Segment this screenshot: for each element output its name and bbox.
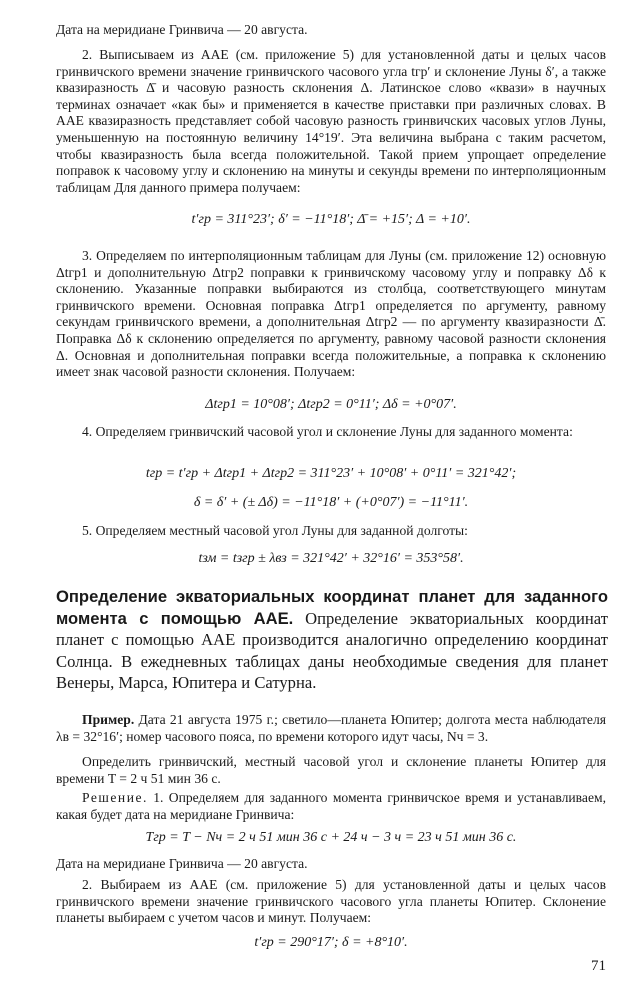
solution-text: 1. Определяем для заданного момента гринвичское время и устанавливаем, какая будет дата на меридиане Гринвича:: [56, 790, 606, 822]
section-heading-text: Определение экваториальных координат планет с помощью ААЕ производится аналогично определению координат Солнца. В ежедневных таблицах даны необходимые сведения для планет Венеры, Марса, Юпитера и Сатурна.: [56, 608, 608, 693]
example-label: Пример.: [82, 712, 135, 727]
example-text: Дата 21 августа 1975 г.; светило—планета Юпитер; долгота места наблюдателя λв = 32°16′; номер часового пояса, по времени которого идут часы, Nч = 3.: [56, 712, 606, 744]
paragraph-step-5: 5. Определяем местный часовой угол Луны для заданной долготы:: [82, 523, 468, 538]
section-heading: [56, 586, 608, 694]
formula-local-hour-angle: tзм = tзгр ± λвз = 321°42′ + 32°16′ = 353°58′.: [198, 551, 464, 566]
paragraph-step-4: 4. Определяем гринвичский часовой угол и склонение Луны для заданного момента:: [82, 424, 573, 439]
formula-initial-values: t′гр = 311°23′; δ′ = −11°18′; Δ̄ = +15′; Δ = +10′.: [191, 212, 471, 227]
formula-declination: δ = δ′ + (± Δδ) = −11°18′ + (+0°07′) = −11°11′.: [193, 495, 469, 510]
paragraph-date-1: Дата на меридиане Гринвича — 20 августа.: [56, 22, 308, 37]
formula-jupiter-values: t′гр = 290°17′; δ = +8°10′.: [254, 935, 408, 950]
paragraph-solution: [56, 790, 606, 823]
paragraph-step-2: 2. Выписываем из ААЕ (см. приложение 5) для установленной даты и целых часов гринвичского времени значение гринвичского часового угла tгр′ и склонение Луны δ′, а также квазиразность Δ̄ и часовую разность склонения Δ. Латинское слово «квази» в научных терминах означает «как бы» и применяется в качестве приставки при различных словах. В ААЕ квазиразность представляет собой часовую разность гринвичских часовых углов Луны, уменьшенную на постоянную величину 14°19′. Эта величина выбрана с таким расчетом, чтобы квазиразность была всегда положительной. Такой прием упрощает определение поправок к часовому углу и склонению на минуты и секунды времени по интерполяционным таблицам Для данного примера получаем:: [56, 47, 606, 195]
paragraph-jupiter: 2. Выбираем из ААЕ (см. приложение 5) для установленной даты и целых часов гринвичского времени значение гринвичского часового угла планеты Юпитер. Склонение планеты выбираем с учетом часов и минут. Получаем:: [56, 877, 606, 926]
section-heading-bold: Определение экваториальных координат планет для заданного момента с помощью ААЕ.: [56, 587, 608, 628]
formula-greenwich-hour-angle: tгр = t′гр + Δtгр1 + Δtгр2 = 311°23′ + 10°08′ + 0°11′ = 321°42′;: [145, 466, 517, 481]
paragraph-task: Определить гринвичский, местный часовой угол и склонение планеты Юпитер для времени T = 2 ч 51 мин 36 с.: [56, 754, 606, 786]
paragraph-date-2: Дата на меридиане Гринвича — 20 августа.: [56, 856, 308, 871]
page-number: 71: [591, 958, 606, 974]
paragraph-step-3: 3. Определяем по интерполяционным таблицам для Луны (см. приложение 12) основную Δtгр1 и дополнительную Δtгр2 поправки к гринвичскому часовому углу и поправку Δδ к склонению. Указанные поправки выбираются из столбца, соответствующего минутам гринвичского времени. Основная поправка Δtгр1 определяется по аргументу, равному секундам гринвичского времени, а дополнительная Δtгр2 — по аргументу квазиразности Δ̄. Поправка Δδ к склонению определяется по аргументу, равному часовой разности склонения Δ. Основная и дополнительная поправки всегда положительные, а поправка к склонению имеет знак часовой разности склонения. Получаем:: [56, 248, 606, 380]
formula-greenwich-time: Tгр = T − Nч = 2 ч 51 мин 36 с + 24 ч − 3 ч = 23 ч 51 мин 36 с.: [145, 830, 517, 845]
solution-label: Решение.: [82, 790, 148, 805]
paragraph-example: [56, 712, 606, 745]
formula-corrections: Δtгр1 = 10°08′; Δtгр2 = 0°11′; Δδ = +0°07′.: [205, 397, 457, 412]
